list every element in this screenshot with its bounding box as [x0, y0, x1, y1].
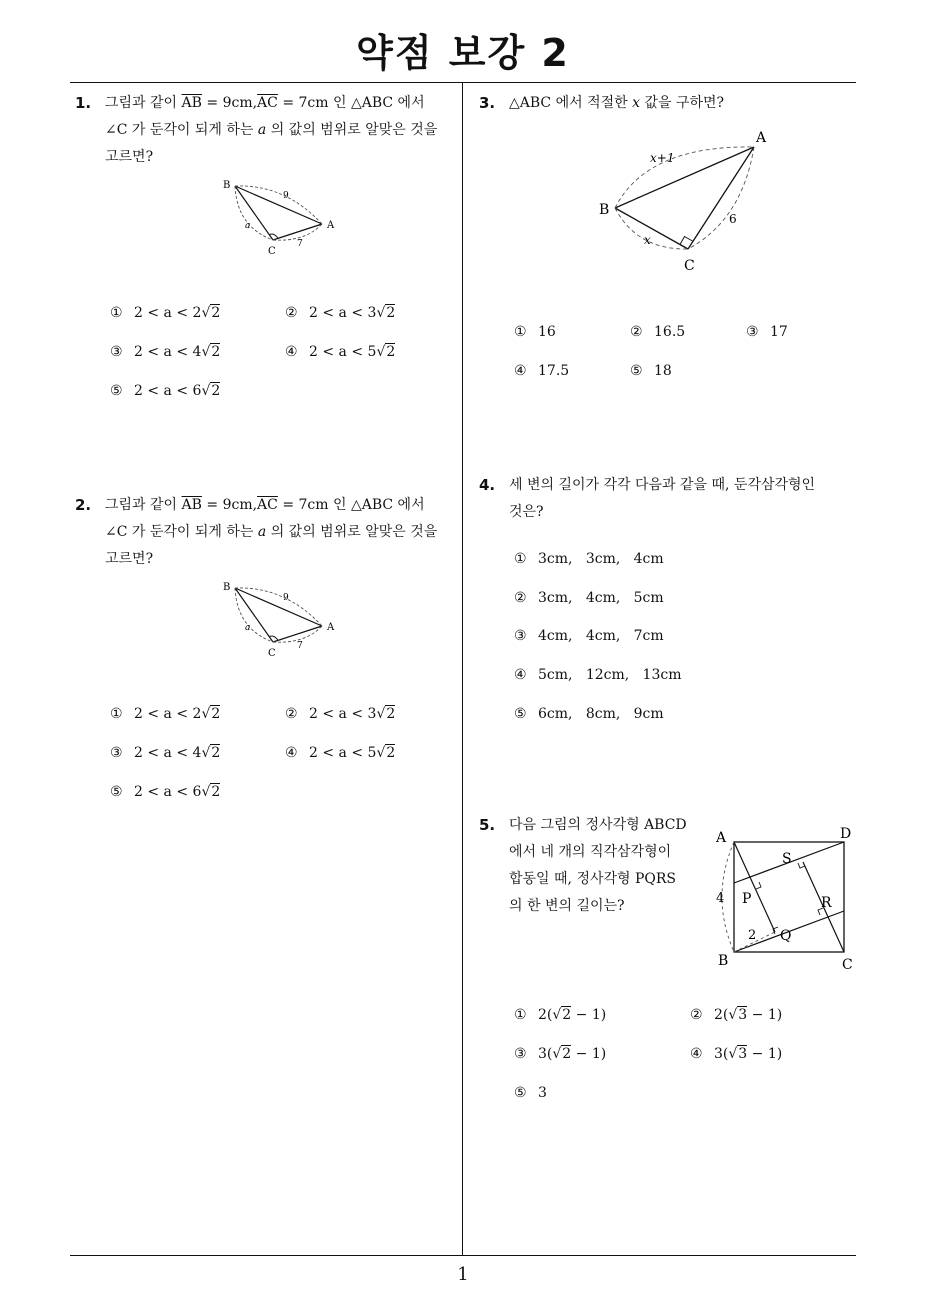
side-label-top: x+1: [650, 151, 675, 165]
side-label-a: a: [245, 221, 251, 231]
question-2: [75, 492, 438, 573]
question-text-line: 세 변의 길이가 각각 다음과 같을 때, 둔각삼각형인: [509, 477, 816, 493]
question-text-line: 고르면?: [105, 149, 154, 165]
side-label-4: 4: [716, 891, 725, 906]
question-1: [75, 90, 438, 171]
question-text-line: 그림과 같이 $\overline{AB} = 9cm,\overline{AC} = 7cm$ 인 △ABC 에서: [105, 95, 425, 111]
choice-3[interactable]: ③ 17: [746, 324, 788, 340]
side-label-right: 6: [729, 212, 737, 226]
question-text-line: 다음 그림의 정사각형 ABCD: [509, 817, 687, 833]
vertex-label-d: D: [840, 826, 852, 842]
question-3: [479, 90, 725, 117]
side-label-a: a: [245, 623, 251, 633]
side-label-bottom: x: [644, 233, 651, 247]
vertex-label-b: B: [223, 180, 231, 191]
q5-square-figure: [708, 822, 858, 977]
question-text-line: △ABC 에서 적절한 x 값을 구하면?: [509, 95, 725, 111]
question-text-line: 합동일 때, 정사각형 PQRS: [509, 871, 677, 887]
choice-5[interactable]: ⑤ 6cm, 8cm, 9cm: [514, 706, 664, 722]
choice-5[interactable]: ⑤ 2 < a < 6√2: [110, 784, 221, 800]
vertex-label-a: A: [716, 830, 727, 846]
column-divider: [462, 82, 463, 1255]
choice-4[interactable]: ④ 2 < a < 5√2: [285, 344, 396, 360]
question-text-line: 그림과 같이 $\overline{AB} = 9cm,\overline{AC} = 7cm$ 인 △ABC 에서: [105, 497, 425, 513]
choice-3[interactable]: ③ 2 < a < 4√2: [110, 344, 221, 360]
side-label-7: 7: [297, 239, 303, 249]
choice-1[interactable]: ① 2(√2 − 1): [514, 1007, 607, 1023]
question-number: 5.: [479, 816, 496, 834]
choice-3[interactable]: ③ 2 < a < 4√2: [110, 745, 221, 761]
question-text-line: 고르면?: [105, 551, 154, 567]
vertex-label-p: P: [742, 891, 752, 907]
top-divider: [70, 82, 856, 83]
question-text-line: ∠C 가 둔각이 되게 하는 a 의 값의 범위로 알맞은 것을: [105, 122, 438, 138]
vertex-label-a: A: [327, 622, 335, 633]
q3-triangle-figure: [592, 125, 782, 275]
choice-4[interactable]: ④ 5cm, 12cm, 13cm: [514, 667, 682, 683]
vertex-label-s: S: [782, 851, 792, 867]
choice-4[interactable]: ④ 2 < a < 5√2: [285, 745, 396, 761]
q1-triangle-figure: [215, 172, 345, 262]
question-5: [479, 812, 687, 920]
choice-5[interactable]: ⑤ 18: [630, 363, 672, 379]
vertex-label-c: C: [684, 258, 695, 274]
q2-triangle-figure: [215, 574, 345, 664]
choice-5[interactable]: ⑤ 3: [514, 1085, 547, 1101]
question-number: 3.: [479, 94, 496, 112]
vertex-label-c: C: [842, 957, 853, 973]
choice-2[interactable]: ② 2(√3 − 1): [690, 1007, 783, 1023]
choice-3[interactable]: ③ 4cm, 4cm, 7cm: [514, 628, 664, 644]
choice-2[interactable]: ② 3cm, 4cm, 5cm: [514, 590, 664, 606]
choice-3[interactable]: ③ 3(√2 − 1): [514, 1046, 607, 1062]
vertex-label-b: B: [718, 953, 729, 969]
question-text-line: 의 한 변의 길이는?: [509, 898, 625, 914]
choice-2[interactable]: ② 16.5: [630, 324, 686, 340]
bottom-divider: [70, 1255, 856, 1256]
vertex-label-a: A: [756, 130, 767, 146]
vertex-label-b: B: [223, 582, 231, 593]
side-label-9: 9: [283, 191, 289, 201]
side-label-9: 9: [283, 593, 289, 603]
page-title: 약점 보강 2: [356, 31, 570, 75]
choice-5[interactable]: ⑤ 2 < a < 6√2: [110, 383, 221, 399]
choice-1[interactable]: ① 2 < a < 2√2: [110, 305, 221, 321]
side-label-7: 7: [297, 641, 303, 651]
vertex-label-c: C: [268, 648, 276, 659]
choice-2[interactable]: ② 2 < a < 3√2: [285, 706, 396, 722]
question-text-line: ∠C 가 둔각이 되게 하는 a 의 값의 범위로 알맞은 것을: [105, 524, 438, 540]
choice-2[interactable]: ② 2 < a < 3√2: [285, 305, 396, 321]
vertex-label-q: Q: [780, 928, 792, 944]
choice-1[interactable]: ① 2 < a < 2√2: [110, 706, 221, 722]
question-4: [479, 472, 816, 526]
vertex-label-a: A: [327, 220, 335, 231]
vertex-label-b: B: [599, 202, 610, 218]
question-text-line: 것은?: [509, 504, 544, 520]
question-number: 1.: [75, 94, 92, 112]
choice-4[interactable]: ④ 3(√3 − 1): [690, 1046, 783, 1062]
question-text-line: 에서 네 개의 직각삼각형이: [509, 844, 672, 860]
choice-4[interactable]: ④ 17.5: [514, 363, 570, 379]
page-number: 1: [457, 1264, 469, 1285]
segment-label-2: 2: [748, 928, 757, 943]
question-number: 2.: [75, 496, 92, 514]
vertex-label-r: R: [821, 895, 832, 911]
question-number: 4.: [479, 476, 496, 494]
choice-1[interactable]: ① 16: [514, 324, 556, 340]
choice-1[interactable]: ① 3cm, 3cm, 4cm: [514, 551, 664, 567]
vertex-label-c: C: [268, 246, 276, 257]
